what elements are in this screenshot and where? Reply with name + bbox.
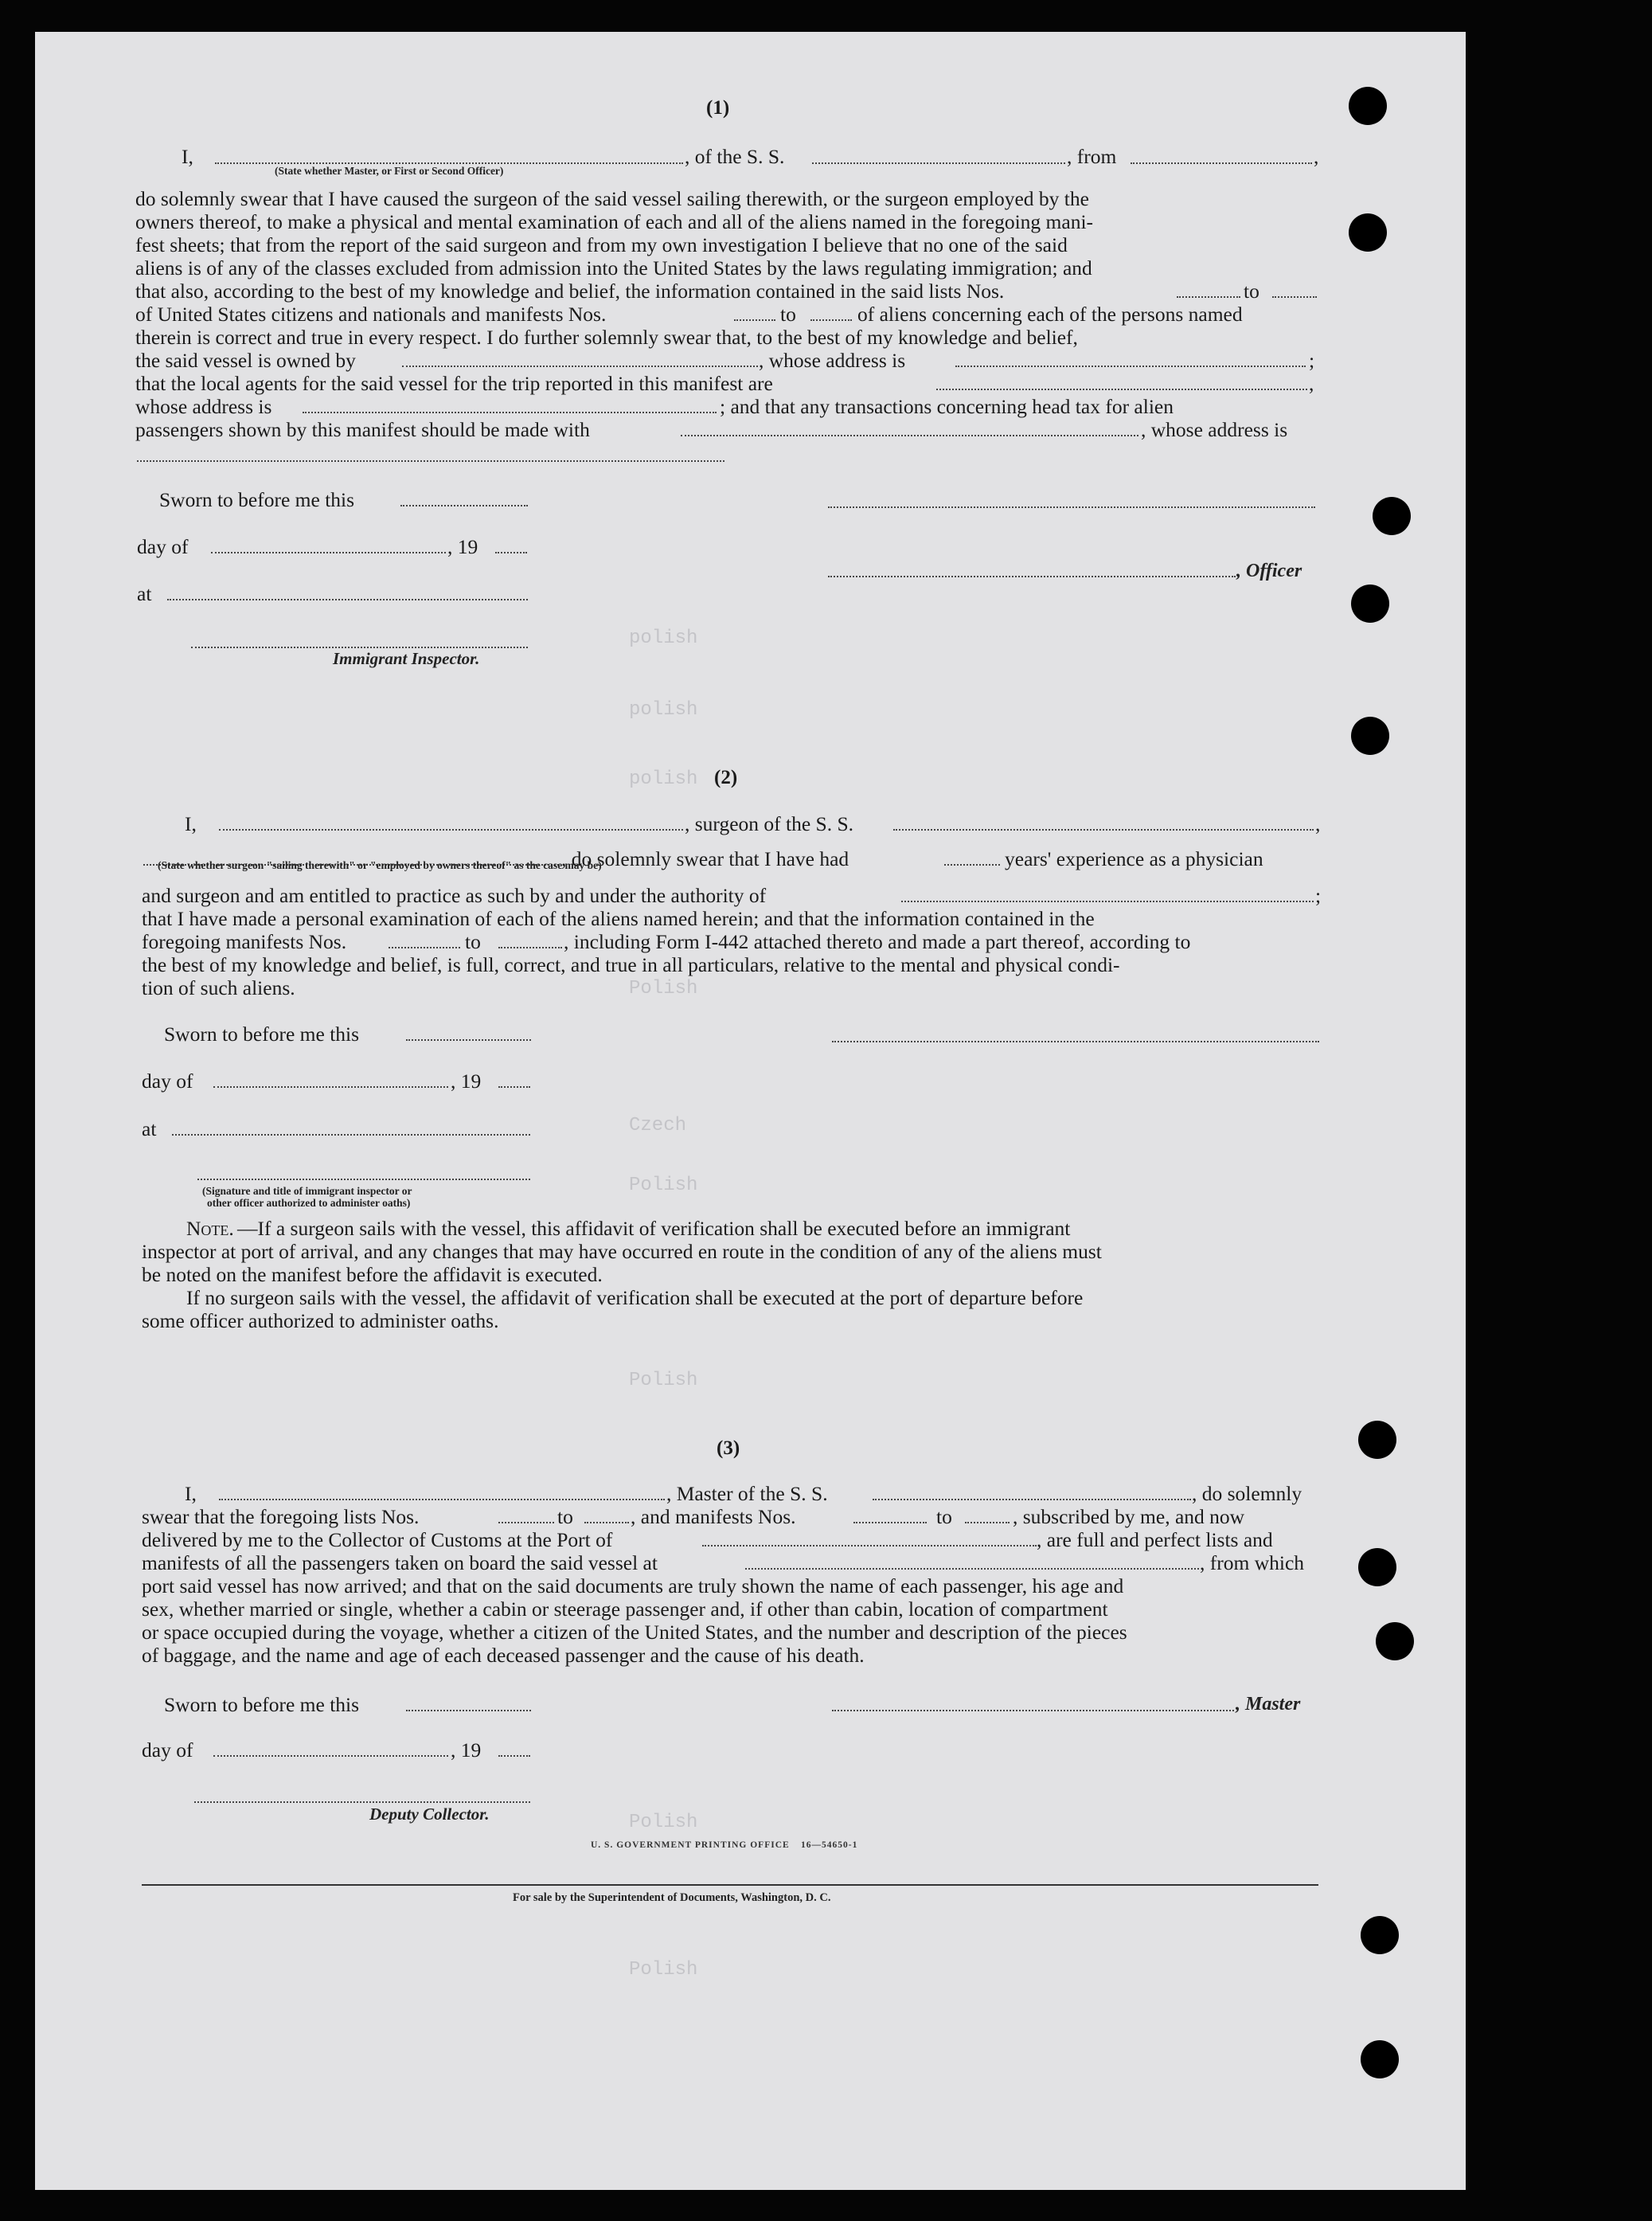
s1-agents-line[interactable] <box>936 389 1307 390</box>
s2-manifests-to-line[interactable] <box>498 947 562 948</box>
s3-year-line[interactable] <box>498 1755 530 1757</box>
s1-manifests-from-line[interactable] <box>734 319 775 321</box>
bleed-through-text: Polish <box>629 1370 698 1391</box>
s1-year-line[interactable] <box>495 552 527 553</box>
s3-solemnly-text: , do solemnly <box>1192 1482 1302 1505</box>
punch-hole <box>1361 2040 1399 2078</box>
punch-hole <box>1376 1622 1414 1660</box>
s1-officer-label: , Officer <box>1236 561 1302 581</box>
s2-at-label: at <box>142 1117 157 1140</box>
s1-officer-name-line[interactable] <box>215 162 683 164</box>
sale-notice: For sale by the Superintendent of Documents, Washington, D. C. <box>513 1891 831 1904</box>
s3-paragraph-line: of baggage, and the name and age of each deceased passenger and the cause of his death. <box>142 1644 865 1667</box>
s1-paragraph-line: owners thereof, to make a physical and mental examination of each and all of the aliens named in the foregoing mani- <box>135 210 1094 233</box>
bleed-through-text: polish <box>629 768 698 790</box>
s1-paragraph-line: of United States citizens and nationals and manifests Nos. <box>135 303 607 326</box>
s2-paragraph-line: the best of my knowledge and belief, is full, correct, and true in all particulars, relative to the mental and physical condi- <box>142 953 1120 976</box>
s3-paragraph-line: , from which <box>1200 1551 1305 1574</box>
s3-paragraph-line: manifests of all the passengers taken on board the said vessel at <box>142 1551 658 1574</box>
s3-lists-from-line[interactable] <box>498 1522 554 1523</box>
s1-semicolon: ; <box>1309 349 1315 372</box>
s2-paragraph-line: that I have made a personal examination of each of the aliens named herein; and that the information contained in the <box>142 907 1095 930</box>
s1-officer-signature-line[interactable] <box>828 506 1315 508</box>
s1-of-aliens-text: of aliens concerning each of the persons named <box>857 303 1243 326</box>
s1-i-label: I, <box>182 145 193 168</box>
s2-authority-line[interactable] <box>901 901 1314 902</box>
s1-officer-title-line[interactable] <box>828 576 1236 577</box>
s3-manifests-to-line[interactable] <box>965 1522 1010 1523</box>
punch-hole <box>1361 1916 1399 1954</box>
s1-paragraph-line: that also, according to the best of my knowledge and belief, the information contained in the said lists Nos. <box>135 280 1005 303</box>
s3-paragraph-line: delivered by me to the Collector of Customs at the Port of <box>142 1528 613 1551</box>
s1-comma: , <box>1314 145 1319 168</box>
s2-surgeon-signature-line[interactable] <box>832 1041 1319 1042</box>
section-1-number: (1) <box>706 97 730 119</box>
s2-year-label: , 19 <box>451 1069 482 1093</box>
punch-hole <box>1351 585 1389 623</box>
s2-year-line[interactable] <box>498 1086 530 1088</box>
s2-years-line[interactable] <box>944 864 1000 866</box>
s3-paragraph-line: port said vessel has now arrived; and that on the said documents are truly shown the name of each passenger, his age and <box>142 1574 1124 1597</box>
s2-sworn-label: Sworn to before me this <box>164 1023 360 1046</box>
bleed-through-text: polish <box>629 628 698 649</box>
s3-to-label: to <box>557 1505 573 1528</box>
bleed-through-text: Polish <box>629 1175 698 1196</box>
s3-lists-to-line[interactable] <box>584 1522 629 1523</box>
s2-note-text: be noted on the manifest before the affidavit is executed. <box>142 1263 603 1286</box>
s1-comma: , <box>1309 372 1314 395</box>
s1-sworn-date-line[interactable] <box>400 505 528 506</box>
s1-lists-from-line[interactable] <box>1177 296 1240 298</box>
s3-port-of-embarkation-line[interactable] <box>745 1568 1199 1570</box>
s2-surgeon-of-label: , surgeon of the S. S. <box>685 812 854 835</box>
s2-vessel-line[interactable] <box>893 829 1314 831</box>
s1-inspector-label: Immigrant Inspector. <box>333 649 480 668</box>
s2-manifests-from-line[interactable] <box>389 947 460 948</box>
s1-manifests-to-line[interactable] <box>810 319 852 321</box>
s1-whose-address-label: , whose address is <box>759 349 906 372</box>
s3-i-label: I, <box>185 1482 197 1505</box>
s2-surgeon-name-line[interactable] <box>219 829 683 831</box>
s3-master-label: , Master <box>1236 1694 1301 1715</box>
s1-sworn-label: Sworn to before me this <box>159 488 355 511</box>
bleed-through-text: polish <box>629 699 698 721</box>
s3-master-of-label: , Master of the S. S. <box>666 1482 828 1505</box>
s2-semicolon: ; <box>1315 884 1322 907</box>
s2-note-text: If no surgeon sails with the vessel, the affidavit of verification shall be executed at the port of departure before <box>186 1286 1084 1309</box>
s3-sworn-date-line[interactable] <box>406 1710 531 1711</box>
s2-capacity-note: (State whether surgeon "sailing therewith" or "employed by owners thereof" as the case may be) <box>158 859 602 871</box>
s1-paragraph-line: the said vessel is owned by <box>135 349 356 372</box>
s3-manifests-label: , and manifests Nos. <box>631 1505 796 1528</box>
s1-paragraph-line: do solemnly swear that I have caused the surgeon of the said vessel sailing therewith, or the surgeon employed by the <box>135 187 1089 210</box>
s2-i-label: I, <box>185 812 197 835</box>
s1-paragraph-line: fest sheets; that from the report of the said surgeon and from my own investigation I believe that no one of the said <box>135 233 1068 256</box>
s2-at-line[interactable] <box>172 1134 530 1136</box>
s1-owner-address-line[interactable] <box>955 366 1306 367</box>
s2-years-text: years' experience as a physician <box>1005 847 1263 870</box>
s1-whose-address-label: , whose address is <box>1141 418 1288 441</box>
s1-at-label: at <box>137 582 152 605</box>
s1-from-line[interactable] <box>1131 162 1312 164</box>
s3-paragraph-line: swear that the foregoing lists Nos. <box>142 1505 420 1528</box>
gpo-imprint: U. S. GOVERNMENT PRINTING OFFICE <box>591 1840 790 1850</box>
s3-collector-signature-line[interactable] <box>194 1801 530 1803</box>
form-code: 16—54650-1 <box>801 1840 858 1850</box>
s2-note-text: inspector at port of arrival, and any changes that may have occurred en route in the condition of any of the aliens must <box>142 1240 1102 1263</box>
s3-master-name-line[interactable] <box>219 1499 665 1500</box>
s1-day-label: day of <box>137 535 189 558</box>
s1-head-tax-address-line[interactable] <box>137 460 724 462</box>
s1-month-line[interactable] <box>211 552 446 553</box>
s2-day-label: day of <box>142 1069 193 1093</box>
s1-of-ss-label: , of the S. S. <box>685 145 785 168</box>
punch-hole <box>1351 717 1389 755</box>
s1-at-line[interactable] <box>167 599 528 600</box>
s3-paragraph-line: , are full and perfect lists and <box>1037 1528 1273 1551</box>
punch-hole <box>1358 1421 1396 1459</box>
section-2-number: (2) <box>714 767 738 788</box>
s3-to-label: to <box>936 1505 952 1528</box>
s1-paragraph-line: therein is correct and true in every respect. I do further solemnly swear that, to the best of my knowledge and belief, <box>135 326 1078 349</box>
bleed-through-text: Polish <box>629 978 698 999</box>
s2-sworn-date-line[interactable] <box>406 1039 531 1041</box>
s1-paragraph-line: that the local agents for the said vessel for the trip reported in this manifest are <box>135 372 773 395</box>
section-3-number: (3) <box>717 1437 740 1459</box>
s1-head-tax-text: ; and that any transactions concerning head tax for alien <box>720 395 1174 418</box>
punch-hole <box>1349 87 1387 125</box>
s3-paragraph-line: or space occupied during the voyage, whether a citizen of the United States, and the number and description of the pieces <box>142 1621 1127 1644</box>
s3-deputy-label: Deputy Collector. <box>369 1805 490 1824</box>
s3-month-line[interactable] <box>213 1755 448 1757</box>
s2-comma: , <box>1315 812 1321 835</box>
s1-to-label: to <box>1244 280 1260 303</box>
s1-from-label: , from <box>1067 145 1117 168</box>
punch-hole <box>1358 1548 1396 1586</box>
s1-paragraph-line: passengers shown by this manifest should be made with <box>135 418 590 441</box>
s2-paragraph-line: foregoing manifests Nos. <box>142 930 347 953</box>
s3-day-label: day of <box>142 1738 193 1762</box>
bleed-through-text: Czech <box>629 1115 687 1136</box>
s1-officer-note: (State whether Master, or First or Second Officer) <box>275 165 504 177</box>
s1-lists-to-line[interactable] <box>1272 296 1317 298</box>
s3-manifests-from-line[interactable] <box>853 1522 927 1523</box>
s1-owner-line[interactable] <box>402 366 758 367</box>
s2-signature-note: (Signature and title of immigrant inspector or <box>202 1185 412 1197</box>
s2-swear-text: , do solemnly swear that I have had <box>561 847 849 870</box>
s2-signature-note: other officer authorized to administer oaths) <box>207 1197 411 1209</box>
s2-paragraph-line: tion of such aliens. <box>142 976 295 999</box>
bleed-through-text: Polish <box>629 1812 698 1833</box>
bleed-through-text: Polish <box>629 1959 698 1981</box>
s1-inspector-signature-line[interactable] <box>191 647 528 648</box>
s2-paragraph-line: , including Form I-442 attached thereto and made a part thereof, according to <box>564 930 1191 953</box>
s2-month-line[interactable] <box>213 1086 448 1088</box>
s3-year-label: , 19 <box>451 1738 482 1762</box>
s1-paragraph-line: whose address is <box>135 395 272 418</box>
s1-to-label: to <box>780 303 796 326</box>
s3-vessel-line[interactable] <box>873 1499 1191 1500</box>
footer-rule <box>142 1884 1318 1886</box>
s2-to-label: to <box>465 930 481 953</box>
s1-agents-address-line[interactable] <box>303 412 717 413</box>
s3-paragraph-line: sex, whether married or single, whether a cabin or steerage passenger and, if other than cabin, location of compartment <box>142 1597 1108 1621</box>
s2-inspector-signature-line[interactable] <box>197 1179 530 1180</box>
s3-subscribed-text: , subscribed by me, and now <box>1013 1505 1245 1528</box>
s1-head-tax-party-line[interactable] <box>681 435 1138 436</box>
s2-note-text: —If a surgeon sails with the vessel, this affidavit of verification shall be executed before an immigrant <box>237 1217 1071 1240</box>
s3-master-signature-line[interactable] <box>832 1710 1234 1711</box>
s2-note-text: some officer authorized to administer oaths. <box>142 1309 499 1332</box>
s1-year-label: , 19 <box>447 535 478 558</box>
s2-paragraph-line: and surgeon and am entitled to practice as such by and under the authority of <box>142 884 767 907</box>
s3-port-line[interactable] <box>702 1545 1037 1546</box>
punch-hole <box>1373 497 1411 535</box>
s3-sworn-label: Sworn to before me this <box>164 1693 360 1716</box>
s2-note-label: Note. <box>186 1217 234 1240</box>
s1-paragraph-line: aliens is of any of the classes excluded from admission into the United States by the laws regulating immigration; and <box>135 256 1092 280</box>
punch-hole <box>1349 213 1387 252</box>
s1-vessel-line[interactable] <box>812 162 1065 164</box>
